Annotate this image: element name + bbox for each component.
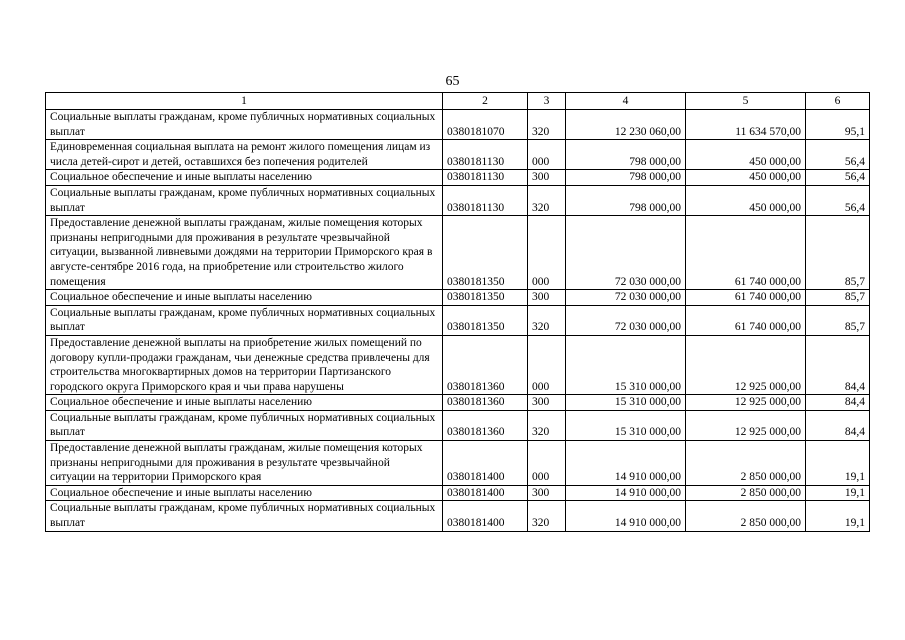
column-header: 5 xyxy=(686,93,806,110)
header-row xyxy=(46,93,870,110)
cell-planned-amount: 15 310 000,00 xyxy=(566,410,686,440)
table-row xyxy=(46,185,870,215)
cell-planned-amount: 12 230 060,00 xyxy=(566,110,686,140)
cell-actual-amount: 61 740 000,00 xyxy=(686,216,806,290)
cell-target-code: 0380181360 xyxy=(443,395,528,411)
cell-name: Социальное обеспечение и иные выплаты населению xyxy=(46,395,443,411)
cell-target-code: 0380181350 xyxy=(443,305,528,335)
column-header: 2 xyxy=(443,93,528,110)
cell-actual-amount: 2 850 000,00 xyxy=(686,485,806,501)
cell-target-code: 0380181400 xyxy=(443,441,528,486)
cell-expense-type: 000 xyxy=(528,216,566,290)
cell-actual-amount: 2 850 000,00 xyxy=(686,441,806,486)
cell-planned-amount: 14 910 000,00 xyxy=(566,441,686,486)
page-number: 65 xyxy=(445,74,460,89)
table-row xyxy=(46,140,870,170)
column-header: 6 xyxy=(806,93,870,110)
cell-percent: 19,1 xyxy=(806,441,870,486)
cell-name: Предоставление денежной выплаты на приобретение жилых помещений по договору купли-продажи гражданам, чьи денежные средства привлечены для строительства многоквартирных домов на территории Партизанского городского округа Приморского края и чьи права нарушены xyxy=(46,335,443,394)
cell-percent: 85,7 xyxy=(806,216,870,290)
cell-expense-type: 300 xyxy=(528,170,566,186)
cell-name: Социальное обеспечение и иные выплаты населению xyxy=(46,290,443,306)
cell-actual-amount: 12 925 000,00 xyxy=(686,410,806,440)
table-row xyxy=(46,290,870,306)
cell-actual-amount: 11 634 570,00 xyxy=(686,110,806,140)
cell-percent: 84,4 xyxy=(806,335,870,394)
cell-percent: 84,4 xyxy=(806,410,870,440)
cell-target-code: 0380181360 xyxy=(443,410,528,440)
cell-expense-type: 320 xyxy=(528,410,566,440)
cell-target-code: 0380181070 xyxy=(443,110,528,140)
cell-target-code: 0380181130 xyxy=(443,185,528,215)
cell-name: Социальное обеспечение и иные выплаты населению xyxy=(46,170,443,186)
table-row xyxy=(46,485,870,501)
budget-table xyxy=(45,92,870,532)
cell-name: Социальные выплаты гражданам, кроме публичных нормативных социальных выплат xyxy=(46,305,443,335)
table-row xyxy=(46,110,870,140)
cell-target-code: 0380181400 xyxy=(443,485,528,501)
table-row xyxy=(46,170,870,186)
cell-actual-amount: 450 000,00 xyxy=(686,140,806,170)
cell-name: Единовременная социальная выплата на ремонт жилого помещения лицам из числа детей-сирот и детей, оставшихся без попечения родителей xyxy=(46,140,443,170)
cell-planned-amount: 14 910 000,00 xyxy=(566,485,686,501)
cell-percent: 85,7 xyxy=(806,305,870,335)
cell-name: Предоставление денежной выплаты гражданам, жилые помещения которых признаны непригодными для проживания в результате чрезвычайной ситуации, вызванной ливневыми дождями на территории Приморского края в августе-сентябре 2016 года, на приобретение или строительство жилого помещения xyxy=(46,216,443,290)
column-header: 1 xyxy=(46,93,443,110)
cell-actual-amount: 2 850 000,00 xyxy=(686,501,806,531)
cell-target-code: 0380181350 xyxy=(443,290,528,306)
cell-expense-type: 300 xyxy=(528,290,566,306)
cell-planned-amount: 72 030 000,00 xyxy=(566,290,686,306)
cell-planned-amount: 14 910 000,00 xyxy=(566,501,686,531)
cell-planned-amount: 72 030 000,00 xyxy=(566,305,686,335)
column-header: 3 xyxy=(528,93,566,110)
cell-actual-amount: 450 000,00 xyxy=(686,185,806,215)
table-row xyxy=(46,395,870,411)
cell-name: Социальные выплаты гражданам, кроме публичных нормативных социальных выплат xyxy=(46,410,443,440)
cell-percent: 19,1 xyxy=(806,501,870,531)
cell-target-code: 0380181360 xyxy=(443,335,528,394)
cell-percent: 56,4 xyxy=(806,140,870,170)
table-row xyxy=(46,305,870,335)
cell-name: Предоставление денежной выплаты гражданам, жилые помещения которых признаны непригодными для проживания в результате чрезвычайной ситуации на территории Приморского края xyxy=(46,441,443,486)
column-header: 4 xyxy=(566,93,686,110)
cell-actual-amount: 12 925 000,00 xyxy=(686,335,806,394)
cell-actual-amount: 61 740 000,00 xyxy=(686,290,806,306)
cell-target-code: 0380181130 xyxy=(443,170,528,186)
cell-planned-amount: 798 000,00 xyxy=(566,170,686,186)
cell-actual-amount: 61 740 000,00 xyxy=(686,305,806,335)
table-row xyxy=(46,216,870,290)
cell-percent: 85,7 xyxy=(806,290,870,306)
cell-percent: 19,1 xyxy=(806,485,870,501)
cell-expense-type: 000 xyxy=(528,335,566,394)
cell-actual-amount: 12 925 000,00 xyxy=(686,395,806,411)
cell-expense-type: 320 xyxy=(528,501,566,531)
cell-expense-type: 320 xyxy=(528,185,566,215)
cell-target-code: 0380181130 xyxy=(443,140,528,170)
table-row xyxy=(46,501,870,531)
cell-planned-amount: 15 310 000,00 xyxy=(566,335,686,394)
cell-expense-type: 300 xyxy=(528,395,566,411)
cell-actual-amount: 450 000,00 xyxy=(686,170,806,186)
cell-expense-type: 320 xyxy=(528,110,566,140)
cell-name: Социальные выплаты гражданам, кроме публичных нормативных социальных выплат xyxy=(46,501,443,531)
cell-percent: 95,1 xyxy=(806,110,870,140)
cell-planned-amount: 15 310 000,00 xyxy=(566,395,686,411)
table-row xyxy=(46,441,870,486)
cell-expense-type: 000 xyxy=(528,140,566,170)
cell-planned-amount: 798 000,00 xyxy=(566,185,686,215)
cell-target-code: 0380181350 xyxy=(443,216,528,290)
cell-percent: 84,4 xyxy=(806,395,870,411)
cell-planned-amount: 72 030 000,00 xyxy=(566,216,686,290)
cell-expense-type: 300 xyxy=(528,485,566,501)
cell-expense-type: 000 xyxy=(528,441,566,486)
table-body xyxy=(46,110,870,532)
cell-planned-amount: 798 000,00 xyxy=(566,140,686,170)
cell-name: Социальные выплаты гражданам, кроме публичных нормативных социальных выплат xyxy=(46,185,443,215)
cell-percent: 56,4 xyxy=(806,170,870,186)
cell-percent: 56,4 xyxy=(806,185,870,215)
cell-name: Социальные выплаты гражданам, кроме публичных нормативных социальных выплат xyxy=(46,110,443,140)
cell-name: Социальное обеспечение и иные выплаты населению xyxy=(46,485,443,501)
table-row xyxy=(46,335,870,394)
table-row xyxy=(46,410,870,440)
cell-expense-type: 320 xyxy=(528,305,566,335)
cell-target-code: 0380181400 xyxy=(443,501,528,531)
